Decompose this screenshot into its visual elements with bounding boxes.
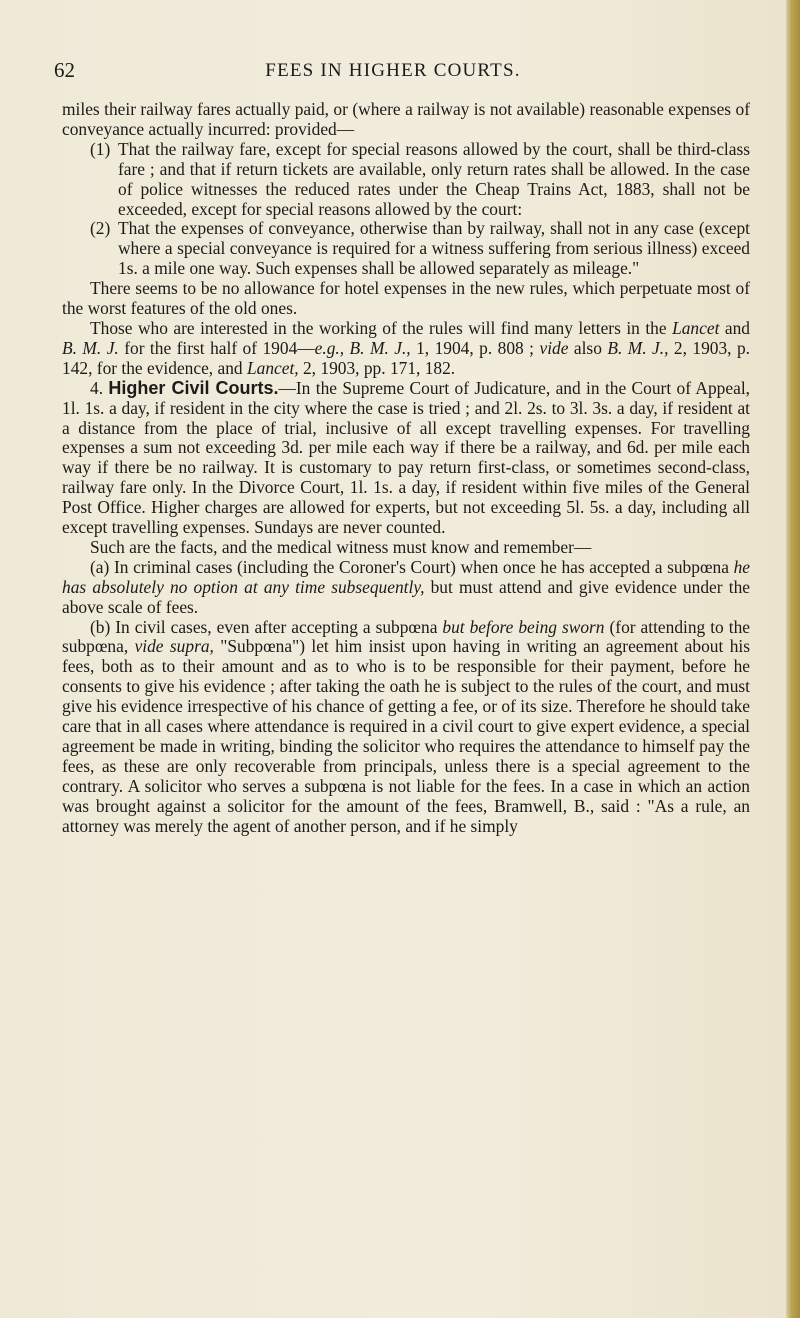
section-number: 4.	[90, 377, 104, 398]
latin-term: vide	[539, 337, 569, 358]
section-text: —In the Supreme Court of Judicature, and in the Court of Appeal, 1l. 1s. a day, if resident in the city where the case is tried ; and 2l. 2s. to 3l. 3s. a day, if resident at a distance from the place of trial, inclusive of all except travelling expenses. For travelling expenses a sum not exceeding 3d. per mile each way if there be a railway, and 6d. per mile each way if there be no railway. It is customary to pay return first-class, or sometimes second-class, railway fare only. In the Divorce Court, 1l. 1s. a day, if resident within five miles of the General Post Office. Higher charges are allowed for experts, but not exceeding 5l. 5s. a day, including all except travelling expenses. Sundays are never counted.	[62, 377, 750, 538]
journal-name: B. M. J.	[62, 337, 119, 358]
paragraph-criminal: (a) In criminal cases (including the Coroner's Court) when once he has accepted a subpœna he has absolutely no option at any time subsequently, but must attend and give evidence under the above scale of fees.	[62, 556, 750, 617]
emphasis: but before being sworn	[442, 616, 605, 637]
journal-name: e.g., B. M. J.,	[314, 337, 411, 358]
list-item-number: (2)	[90, 218, 111, 239]
clause-label: (b)	[90, 616, 111, 637]
paragraph-hotel: There seems to be no allowance for hotel expenses in the new rules, which perpetuate most of the worst features of the old ones.	[62, 278, 750, 319]
clause-label: (a)	[90, 556, 110, 577]
list-item-text: That the expenses of conveyance, otherwise than by railway, shall not in any case (except where a special conveyance is required for a witness suffering from serious illness) exceed 1s. a mile one way. Such expenses shall be allowed separately as mileage."	[118, 218, 750, 279]
paragraph-civil: (b) In civil cases, even after accepting a subpœna but before being sworn (for attending to the subpœna, vide supra, "Subpœna") let him insist upon having in writing an agreement about his fees, both as to their amount and as to who is to be responsible for their payment, before he consents to give his evidence ; after taking the oath he is subject to the rules of the court, and must give his evidence irrespective of his chance of getting a fee, or of its size. Therefore he should take care that in all cases where attendance is required in a civil court to give expert evidence, a special agreement be made in writing, binding the solicitor who requires the attendance to himself pay the fees, as these are only recoverable from principals, unless there is a special agreement to the contrary. A solicitor who serves a subpœna is not liable for the fees. In a case in which an action was brought against a solicitor for the amount of the fees, Bramwell, B., said : "As a rule, an attorney was merely the agent of another person, and if he simply	[62, 616, 750, 836]
list-item-text: That the railway fare, except for special reasons allowed by the court, shall be third-class fare ; and that if return tickets are available, only return rates shall be allowed. In the case of police witnesses the reduced rates under the Cheap Trains Act, 1883, shall not be exceeded, except for special reasons allowed by the court:	[118, 138, 750, 219]
book-spine-edge	[786, 0, 800, 1318]
journal-name: B. M. J.,	[607, 337, 669, 358]
list-item	[90, 219, 750, 279]
section-higher-civil-courts	[62, 379, 750, 538]
journal-name: Lancet,	[246, 357, 299, 378]
section-title: Higher Civil Courts.	[108, 377, 279, 398]
latin-term: vide supra,	[134, 636, 214, 657]
paragraph-intro: miles their railway fares actually paid, or (where a railway is not available) reasonable expenses of conveyance actually incurred: provided—	[62, 99, 750, 139]
list-item-number: (1)	[90, 138, 111, 159]
emphasis: he has absolutely no option at any time subsequently,	[62, 556, 750, 597]
list-item	[90, 140, 750, 220]
page-header	[0, 58, 786, 88]
running-head: FEES IN HIGHER COURTS.	[265, 60, 521, 81]
body-text	[62, 100, 750, 837]
paragraph-remember: Such are the facts, and the medical witness must know and remember—	[90, 536, 592, 557]
page-number: 62	[54, 58, 75, 82]
paragraph-references: Those who are interested in the working of the rules will find many letters in the Lancet and B. M. J. for the first half of 1904—e.g., B. M. J., 1, 1904, p. 808 ; vide also B. M. J., 2, 1903, p. 142, for the evidence, and Lancet, 2, 1903, pp. 171, 182.	[62, 317, 750, 378]
journal-name: Lancet	[672, 317, 720, 338]
